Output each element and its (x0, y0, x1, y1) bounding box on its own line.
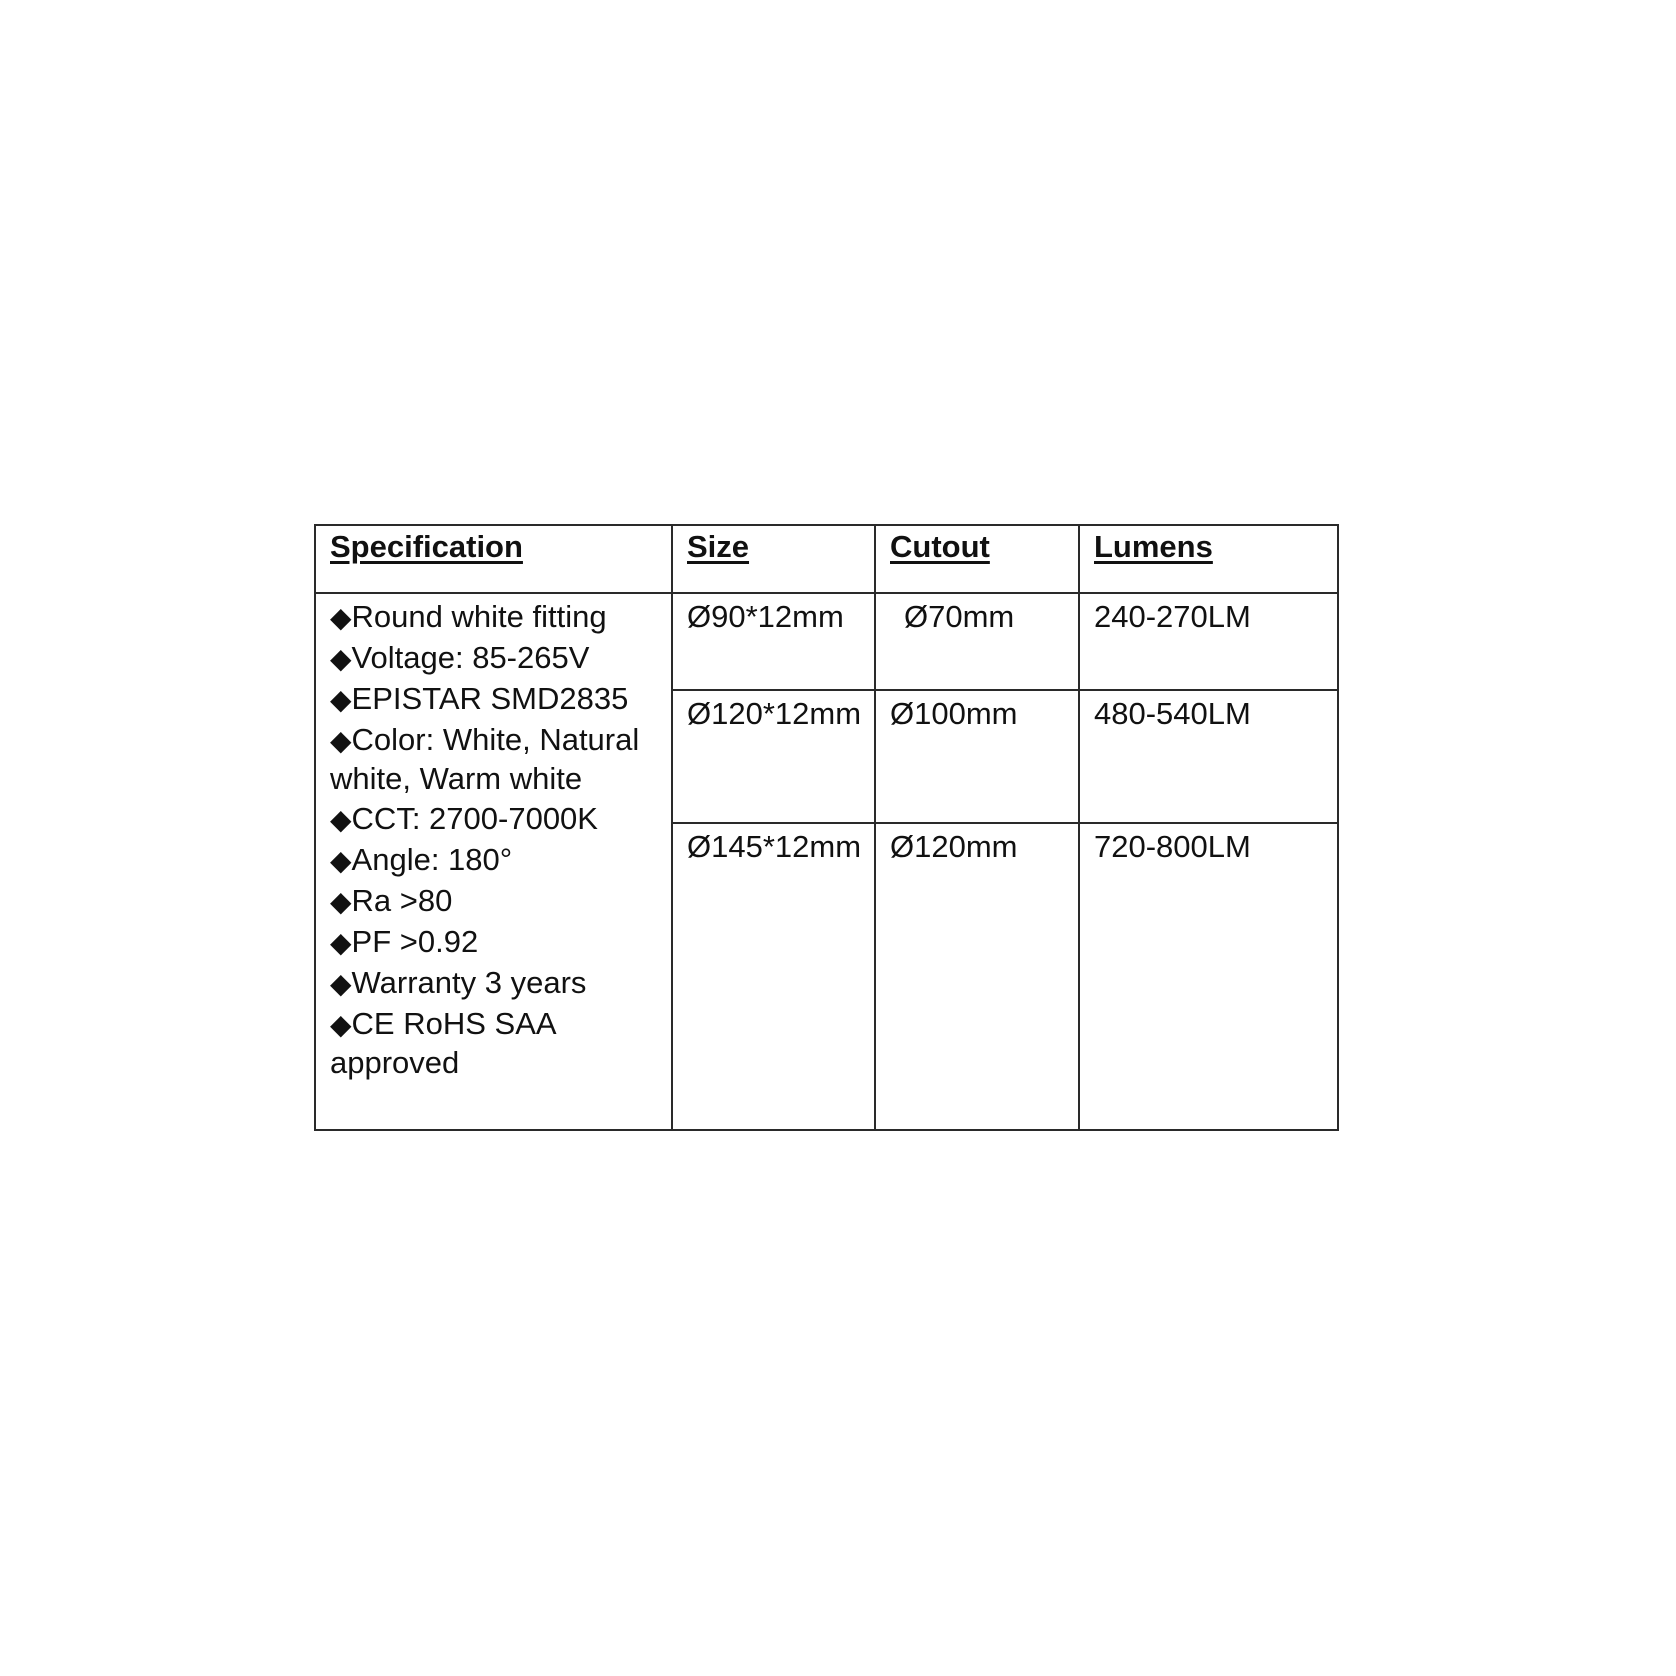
diamond-bullet-icon: ◆ (330, 927, 352, 958)
header-specification (315, 525, 672, 593)
spec-item: ◆EPISTAR SMD2835 (330, 681, 629, 716)
lumens-cell: 240-270LM (1079, 593, 1338, 690)
header-size (672, 525, 875, 593)
spec-item: ◆Warranty 3 years (330, 965, 587, 1000)
spec-item: ◆Voltage: 85-265V (330, 640, 590, 675)
header-cutout (875, 525, 1079, 593)
diamond-bullet-icon: ◆ (330, 804, 352, 835)
lumens-cell: 480-540LM (1079, 690, 1338, 823)
size-cell: Ø145*12mm (672, 823, 875, 1130)
cutout-cell: Ø100mm (875, 690, 1079, 823)
spec-item: ◆CE RoHS SAA approved (330, 1006, 555, 1080)
cutout-cell: Ø70mm (875, 593, 1079, 690)
size-cell: Ø120*12mm (672, 690, 875, 823)
specification-table (314, 524, 1339, 1131)
spec-item: ◆CCT: 2700-7000K (330, 801, 598, 836)
header-lumens-label: Lumens (1094, 529, 1213, 564)
spec-item: ◆PF >0.92 (330, 924, 479, 959)
table-header-row (315, 525, 1338, 593)
spec-item: ◆Round white fitting (330, 599, 607, 634)
spec-item: ◆Angle: 180° (330, 842, 513, 877)
diamond-bullet-icon: ◆ (330, 602, 352, 633)
diamond-bullet-icon: ◆ (330, 968, 352, 999)
header-specification-label: Specification (330, 529, 523, 564)
header-lumens (1079, 525, 1338, 593)
diamond-bullet-icon: ◆ (330, 845, 352, 876)
diamond-bullet-icon: ◆ (330, 886, 352, 917)
diamond-bullet-icon: ◆ (330, 684, 352, 715)
lumens-cell: 720-800LM (1079, 823, 1338, 1130)
diamond-bullet-icon: ◆ (330, 725, 352, 756)
size-cell: Ø90*12mm (672, 593, 875, 690)
diamond-bullet-icon: ◆ (330, 643, 352, 674)
spec-item: ◆Ra >80 (330, 883, 453, 918)
header-cutout-label: Cutout (890, 529, 990, 564)
diamond-bullet-icon: ◆ (330, 1009, 352, 1040)
table-row (315, 593, 1338, 690)
header-size-label: Size (687, 529, 750, 564)
cutout-cell: Ø120mm (875, 823, 1079, 1130)
spec-item: ◆Color: White, Natural white, Warm white (330, 722, 640, 796)
specification-list (315, 593, 672, 1130)
